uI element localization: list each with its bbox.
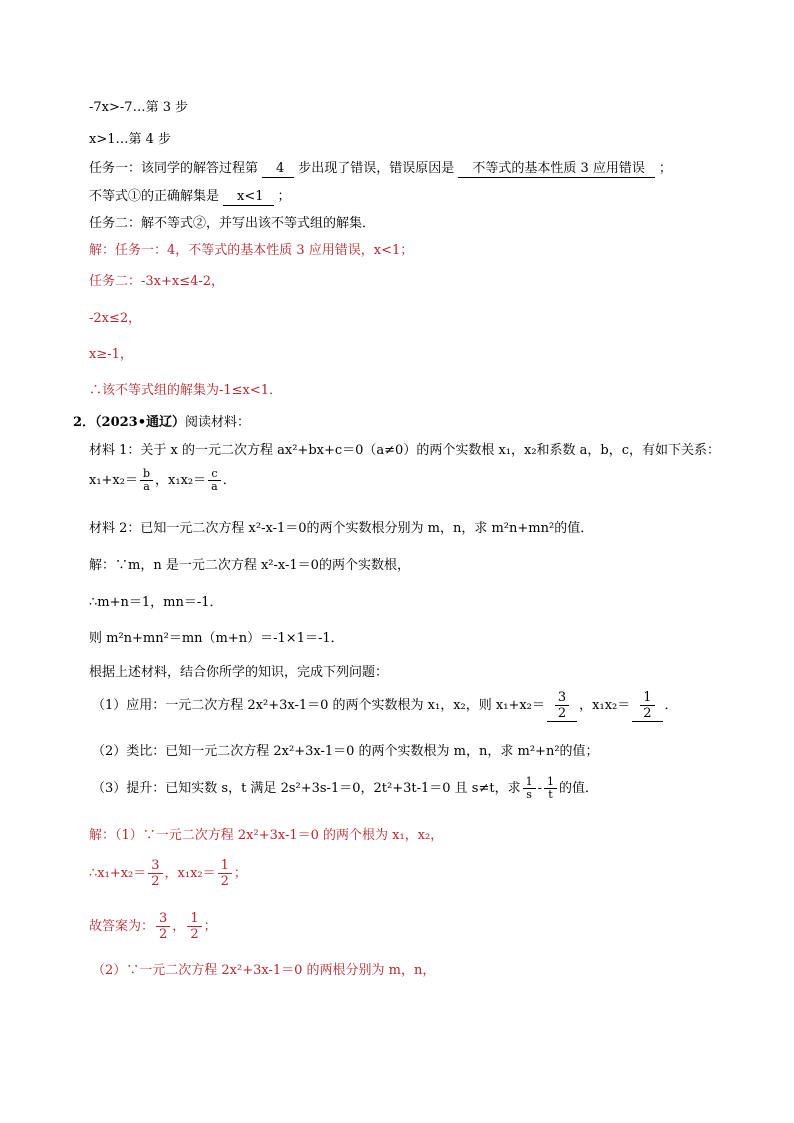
answer-line-2: 任务二：-3x+x≤4-2， [89, 274, 225, 289]
fraction-denominator: a [211, 480, 218, 493]
step4-line [89, 131, 171, 149]
material2-text: 材料 2：已知一元二次方程 x²-x-1＝0的两个实数根分别为 m，n，求 m²n+mn²的值． [89, 521, 594, 536]
ans2-line3-end: ； [203, 919, 217, 934]
ans2-line3-lhs: 故答案为： [89, 919, 155, 934]
ans2-line2-lhs: ∴x₁+x₂＝ [89, 866, 147, 881]
fraction-numerator: 1 [640, 690, 654, 706]
correct-set-prefix: 不等式①的正确解集是 [89, 189, 220, 204]
task-one-prefix: 任务一：该同学的解答过程第 [89, 161, 259, 176]
material1-sum-fraction [140, 468, 153, 493]
problem-intro: 阅读材料： [185, 415, 251, 430]
step4-expr: x>1 [89, 132, 116, 147]
material1-prod-fraction [208, 468, 221, 493]
solution-line-1: 解：∵m，n 是一元二次方程 x²-x-1＝0的两个实数根， [89, 558, 410, 573]
ans2-answer-fraction-2 [187, 911, 201, 942]
task-one-end: ； [658, 161, 672, 176]
fraction-denominator: t [548, 788, 553, 801]
q3-fraction-1 [523, 776, 536, 801]
fraction-denominator: 2 [159, 927, 168, 942]
material1-formula [89, 466, 236, 496]
fraction-numerator: 3 [555, 690, 569, 706]
q1-text: （1）应用：一元二次方程 2x²+3x-1＝0 的两个实数根为 x₁，x₂，则 x₁+x₂＝ [92, 698, 545, 713]
material1-prod-lhs: ，x₁x₂＝ [155, 473, 207, 488]
step4-label: …第 4 步 [115, 132, 172, 147]
ans2-prod-fraction [218, 858, 232, 889]
material1-sum-lhs: x₁+x₂＝ [89, 473, 138, 488]
ans2-line3-sep: ， [172, 919, 186, 934]
ans2-line2-mid: ，x₁x₂＝ [164, 866, 216, 881]
answer-line-4: x≥-1， [89, 347, 133, 362]
fraction-numerator: 1 [523, 776, 536, 789]
fraction-denominator: 2 [151, 874, 160, 889]
q1-prod-blank [632, 690, 662, 722]
material1-end: ． [222, 473, 236, 488]
fraction-numerator: c [208, 468, 221, 481]
q3-fraction-2 [544, 776, 557, 801]
fraction-denominator: 2 [220, 874, 229, 889]
fraction-denominator: s [526, 788, 532, 801]
q3-text: （3）提升：已知实数 s，t 满足 2s²+3s-1＝0，2t²+3t-1＝0 且 s≠t，求 [92, 781, 521, 796]
answer2-line-4: （2）∵一元二次方程 2x²+3x-1＝0 的两根分别为 m，n， [92, 963, 436, 978]
step3-label: …第 3 步 [132, 100, 189, 115]
q1-end: ． [664, 698, 678, 713]
fraction-numerator: 1 [187, 911, 201, 927]
step3-line [89, 99, 188, 117]
fraction-numerator: b [140, 468, 153, 481]
fraction-numerator: 3 [148, 858, 162, 874]
fraction-numerator: 1 [544, 776, 557, 789]
problem2-header [73, 414, 250, 432]
q1-sum-fraction [555, 690, 569, 721]
answer2-line-1: 解：（1）∵一元二次方程 2x²+3x-1＝0 的两个根为 x₁，x₂， [89, 828, 444, 843]
task-one-step-blank: 4 [262, 161, 294, 178]
correct-set-end: ； [277, 189, 291, 204]
task-one-reason-blank: 不等式的基本性质 3 应用错误 [458, 161, 655, 178]
fraction-denominator: 2 [190, 927, 199, 942]
fraction-denominator: a [143, 480, 150, 493]
answer-line-5: ∴该不等式组的解集为-1≤x<1． [89, 383, 283, 398]
answer2-line-3 [89, 910, 217, 944]
instruction: 根据上述材料，结合你所学的知识，完成下列问题： [89, 665, 389, 680]
task-two-question: 任务二：解不等式②，并写出该不等式组的解集． [89, 216, 376, 231]
fraction-numerator: 3 [156, 911, 170, 927]
step3-expr: -7x>-7 [89, 100, 133, 115]
material1-text: 材料 1：关于 x 的一元二次方程 ax²+bx+c＝0（a≠0）的两个实数根 x₁，x₂和系数 a，b，c，有如下关系： [89, 443, 721, 458]
answer-line-3: -2x≤2， [89, 311, 142, 326]
solution-line-3: 则 m²n+mn²＝mn（m+n）＝-1×1＝-1． [89, 631, 344, 646]
q3-end: 的值． [558, 781, 598, 796]
fraction-denominator: 2 [557, 705, 567, 721]
answer2-line-2 [89, 857, 247, 891]
question-2: （2）类比：已知一元二次方程 2x²+3x-1＝0 的两个实数根为 m，n，求 m²+n²的值； [92, 744, 599, 759]
ans2-answer-fraction-1 [156, 911, 170, 942]
correct-set-line [89, 188, 291, 206]
answer-line-1: 解：任务一：4，不等式的基本性质 3 应用错误，x<1； [89, 243, 414, 258]
q3-minus: - [537, 781, 542, 796]
solution-line-2: ∴m+n＝1，mn＝-1． [89, 595, 223, 610]
task-one-line [89, 160, 672, 178]
question-1 [92, 688, 678, 724]
problem-number: 2． [73, 415, 96, 430]
ans2-line2-end: ； [233, 866, 247, 881]
q1-mid: ，x₁x₂＝ [579, 698, 631, 713]
fraction-numerator: 1 [218, 858, 232, 874]
ans2-sum-fraction [148, 858, 162, 889]
q1-sum-blank [547, 690, 577, 722]
fraction-denominator: 2 [643, 705, 652, 721]
task-one-mid: 步出现了错误，错误原因是 [298, 161, 455, 176]
question-3 [92, 772, 598, 806]
q1-prod-fraction [640, 690, 654, 721]
problem-source: （2023•通辽） [95, 415, 186, 430]
correct-set-blank: x<1 [223, 189, 274, 206]
